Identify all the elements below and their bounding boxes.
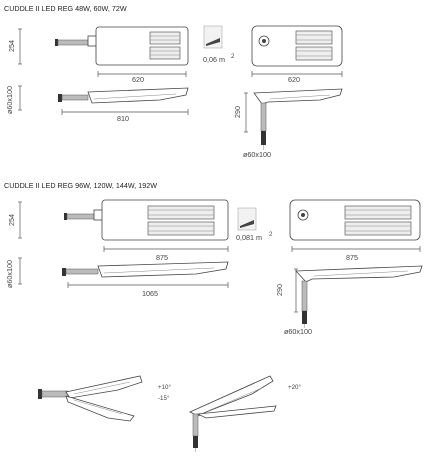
section1-pole-clamp bbox=[55, 39, 58, 46]
section1-area-icon bbox=[203, 26, 235, 64]
section2-area-icon bbox=[236, 208, 273, 242]
tilt-side-view bbox=[38, 376, 171, 421]
tilt-range-down-label: -15° bbox=[158, 395, 170, 402]
section2-total-label: 1065 bbox=[142, 289, 158, 298]
section2-height-label: 254 bbox=[7, 214, 16, 226]
section1-pole-bottom-label: ø60x100 bbox=[243, 150, 271, 159]
section1-total-label: 810 bbox=[117, 114, 129, 123]
section2-led-panel-1 bbox=[148, 206, 214, 219]
section1-upright-pole bbox=[261, 103, 266, 131]
section1-side-height-label: 290 bbox=[233, 106, 242, 118]
tilt-range-up-label: +10° bbox=[158, 384, 171, 391]
section2-width-label: 875 bbox=[156, 253, 168, 262]
section1-upright-housing bbox=[254, 89, 342, 104]
section2-title: CUDDLE II LED REG 96W, 120W, 144W, 192W bbox=[4, 181, 157, 190]
section2-upright-view bbox=[275, 266, 422, 336]
section2-area-label: 0,081 m bbox=[236, 233, 262, 242]
section1-side-housing bbox=[88, 88, 188, 103]
tilt-upright-label: +20° bbox=[288, 384, 301, 391]
section2-area-sup: 2 bbox=[269, 231, 273, 238]
section1-width-label: 620 bbox=[132, 75, 144, 84]
section1-led-panel-2 bbox=[150, 47, 180, 59]
section1-top-view bbox=[7, 27, 188, 84]
section2-pole-side-label: ø60x100 bbox=[5, 260, 14, 288]
section1-side-view bbox=[5, 86, 188, 123]
section1-width-right-label: 620 bbox=[288, 75, 300, 84]
section2-top-view bbox=[7, 200, 228, 262]
section1-title: CUDDLE II LED REG 48W, 60W, 72W bbox=[4, 4, 127, 13]
section2-upright-housing bbox=[296, 266, 422, 282]
tilt-housing-down bbox=[66, 396, 134, 421]
section1-area-sup: 2 bbox=[231, 53, 235, 60]
section2-side-view bbox=[5, 258, 228, 298]
section1-upright-view bbox=[233, 89, 342, 159]
section1-led-panel-1 bbox=[150, 32, 180, 44]
section1-pole-side-label: ø60x100 bbox=[5, 86, 14, 114]
section2-led-panel-2 bbox=[148, 222, 214, 235]
section2-width-right-label: 875 bbox=[346, 253, 358, 262]
section2-side-housing bbox=[98, 262, 228, 277]
section2-upright-pole bbox=[302, 281, 307, 311]
section1-area-label: 0,06 m bbox=[203, 55, 225, 64]
section1-height-label: 254 bbox=[7, 40, 16, 52]
section2-top-view-right bbox=[290, 200, 420, 262]
tilt-upright-view bbox=[190, 376, 301, 452]
section1-top-view-right bbox=[252, 26, 342, 84]
section2-side-height-label: 290 bbox=[275, 284, 284, 296]
tilt-upright-pole bbox=[193, 414, 198, 436]
section2-pole-bottom-label: ø60x100 bbox=[284, 327, 312, 336]
tilt-housing-up bbox=[66, 376, 142, 398]
section1-pole-arm bbox=[58, 40, 88, 45]
